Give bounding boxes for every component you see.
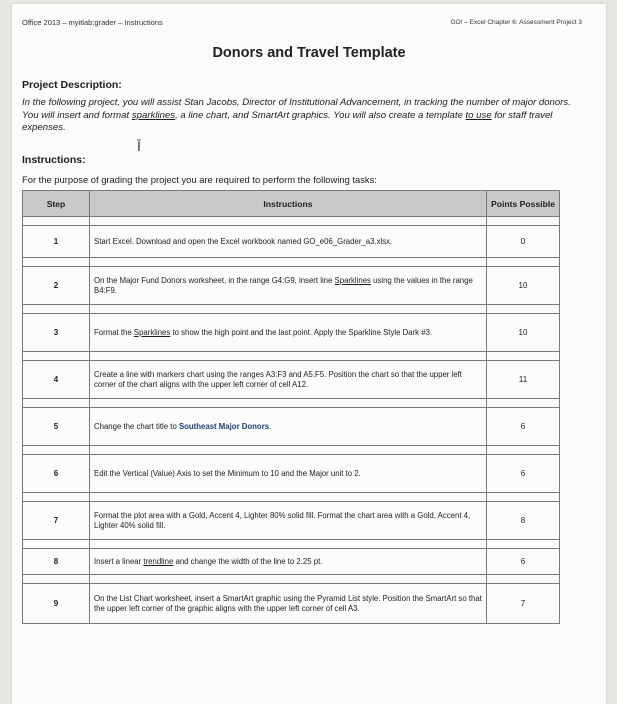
instructions-purpose: For the purpose of grading the project you are required to perform the following tasks: xyxy=(22,174,377,185)
table-row xyxy=(23,267,560,305)
spacer-cell xyxy=(90,446,487,455)
spacer-cell xyxy=(487,399,560,408)
step-points: 6 xyxy=(487,549,560,575)
instruction-text: On the List Chart worksheet, insert a SmartArt graphic using the Pyramid List style. Position the SmartArt so that the upper left corner of the graphic aligns with the upper left corner of cell A3. xyxy=(94,593,482,613)
desc-part1: In the following project, you will assist Stan Jacobs, Director of Institutional Advancement, in tracking the number of major donors. You will insert and format xyxy=(22,97,571,121)
header-right-text: GO! – Excel Chapter 6: Assessment Project 3 xyxy=(450,19,582,26)
instruction-text: . xyxy=(269,421,272,431)
instruction-text: Edit the Vertical (Value) Axis to set the Minimum to 10 and the Major unit to 2. xyxy=(94,468,361,478)
step-number: 2 xyxy=(23,267,90,305)
table-spacer-row xyxy=(23,399,560,408)
table-spacer-row xyxy=(23,540,560,549)
header-left-text: Office 2013 – myitlab:grader – Instructions xyxy=(22,18,163,27)
step-number: 8 xyxy=(23,549,90,575)
step-number: 5 xyxy=(23,408,90,446)
step-points: 7 xyxy=(487,584,560,624)
table-spacer-row xyxy=(23,446,560,455)
spacer-cell xyxy=(90,352,487,361)
step-number: 3 xyxy=(23,314,90,352)
instruction-text: Change the chart title to xyxy=(94,421,179,431)
step-points: 8 xyxy=(487,502,560,540)
desc-part3: for staff travel expenses. xyxy=(22,109,553,133)
spacer-cell xyxy=(23,493,90,502)
instruction-text: Format the xyxy=(94,327,134,337)
spacer-cell xyxy=(487,217,560,226)
step-instruction xyxy=(90,408,487,446)
step-number: 1 xyxy=(23,226,90,258)
document-title: Donors and Travel Template xyxy=(212,45,406,61)
instruction-text: and change the width of the line to 2.25 pt. xyxy=(173,556,323,566)
instruction-text: using the values in the range B4:F9. xyxy=(94,275,473,295)
instruction-text: Insert a linear xyxy=(94,556,144,566)
table-row xyxy=(23,314,560,352)
spacer-cell xyxy=(90,217,487,226)
step-instruction xyxy=(90,455,487,493)
table-spacer-row xyxy=(23,258,560,267)
spacer-cell xyxy=(487,305,560,314)
instructions-table xyxy=(22,190,560,624)
table-row xyxy=(23,361,560,399)
text-cursor-icon: Ī xyxy=(137,138,141,154)
spacer-cell xyxy=(487,258,560,267)
spacer-cell xyxy=(90,540,487,549)
step-instruction xyxy=(90,549,487,575)
table-spacer-row xyxy=(23,493,560,502)
instruction-text: Sparklines xyxy=(133,327,171,337)
step-number: 7 xyxy=(23,502,90,540)
spacer-cell xyxy=(23,446,90,455)
spacer-cell xyxy=(23,575,90,584)
table-row xyxy=(23,584,560,624)
instructions-heading: Instructions: xyxy=(22,154,86,166)
desc-part2: , a line chart, and SmartArt graphics. You will also create a template xyxy=(175,109,466,121)
instruction-text: to show the high point and the last point. Apply the Sparkline Style Dark #3. xyxy=(170,327,433,337)
step-instruction xyxy=(90,226,487,258)
desc-sparklines: sparklines xyxy=(131,109,176,121)
table-row xyxy=(23,502,560,540)
table-spacer-row xyxy=(23,352,560,361)
table-row xyxy=(23,549,560,575)
instruction-text: trendline xyxy=(143,556,174,566)
spacer-cell xyxy=(90,575,487,584)
spacer-cell xyxy=(487,493,560,502)
header-step: Step xyxy=(23,191,90,217)
step-points: 10 xyxy=(487,314,560,352)
spacer-cell xyxy=(90,493,487,502)
desc-to-use: to use xyxy=(465,109,492,121)
instruction-text: Start Excel. Download and open the Excel workbook named GO_e06_Grader_a3.xlsx. xyxy=(94,236,393,246)
header-points: Points Possible xyxy=(487,191,560,217)
spacer-cell xyxy=(487,540,560,549)
step-number: 9 xyxy=(23,584,90,624)
step-number: 4 xyxy=(23,361,90,399)
table-body xyxy=(23,217,560,624)
step-points: 11 xyxy=(487,361,560,399)
instruction-text: Sparklines xyxy=(334,275,371,285)
spacer-cell xyxy=(23,352,90,361)
table-row xyxy=(23,408,560,446)
step-instruction xyxy=(90,502,487,540)
step-points: 6 xyxy=(487,408,560,446)
header-instructions: Instructions xyxy=(90,191,487,217)
instruction-text: Create a line with markers chart using the ranges A3:F3 and A5:F5. Position the chart so that the upper left corner of the chart aligns with the upper left corner of cell A12. xyxy=(94,369,462,389)
table-spacer-row xyxy=(23,305,560,314)
document-page xyxy=(12,4,606,704)
instruction-text: Southeast Major Donors xyxy=(178,421,270,431)
table-row xyxy=(23,226,560,258)
spacer-cell xyxy=(487,575,560,584)
spacer-cell xyxy=(90,258,487,267)
project-description xyxy=(22,97,582,135)
step-instruction xyxy=(90,361,487,399)
spacer-cell xyxy=(487,352,560,361)
spacer-cell xyxy=(90,305,487,314)
step-instruction xyxy=(90,314,487,352)
table-spacer-row xyxy=(23,217,560,226)
spacer-cell xyxy=(487,446,560,455)
spacer-cell xyxy=(23,217,90,226)
step-points: 10 xyxy=(487,267,560,305)
step-points: 0 xyxy=(487,226,560,258)
table-header-row xyxy=(23,191,560,217)
step-instruction xyxy=(90,267,487,305)
instruction-text: Format the plot area with a Gold, Accent 4, Lighter 80% solid fill. Format the chart area with a Gold, Accent 4, Lighter 40% solid fill. xyxy=(94,510,471,530)
spacer-cell xyxy=(23,399,90,408)
instruction-text: On the Major Fund Donors worksheet, in the range G4:G9, insert line xyxy=(94,275,335,285)
spacer-cell xyxy=(23,305,90,314)
step-instruction xyxy=(90,584,487,624)
project-description-heading: Project Description: xyxy=(22,79,122,91)
step-points: 6 xyxy=(487,455,560,493)
spacer-cell xyxy=(23,258,90,267)
table-row xyxy=(23,455,560,493)
spacer-cell xyxy=(23,540,90,549)
table-spacer-row xyxy=(23,575,560,584)
step-number: 6 xyxy=(23,455,90,493)
spacer-cell xyxy=(90,399,487,408)
